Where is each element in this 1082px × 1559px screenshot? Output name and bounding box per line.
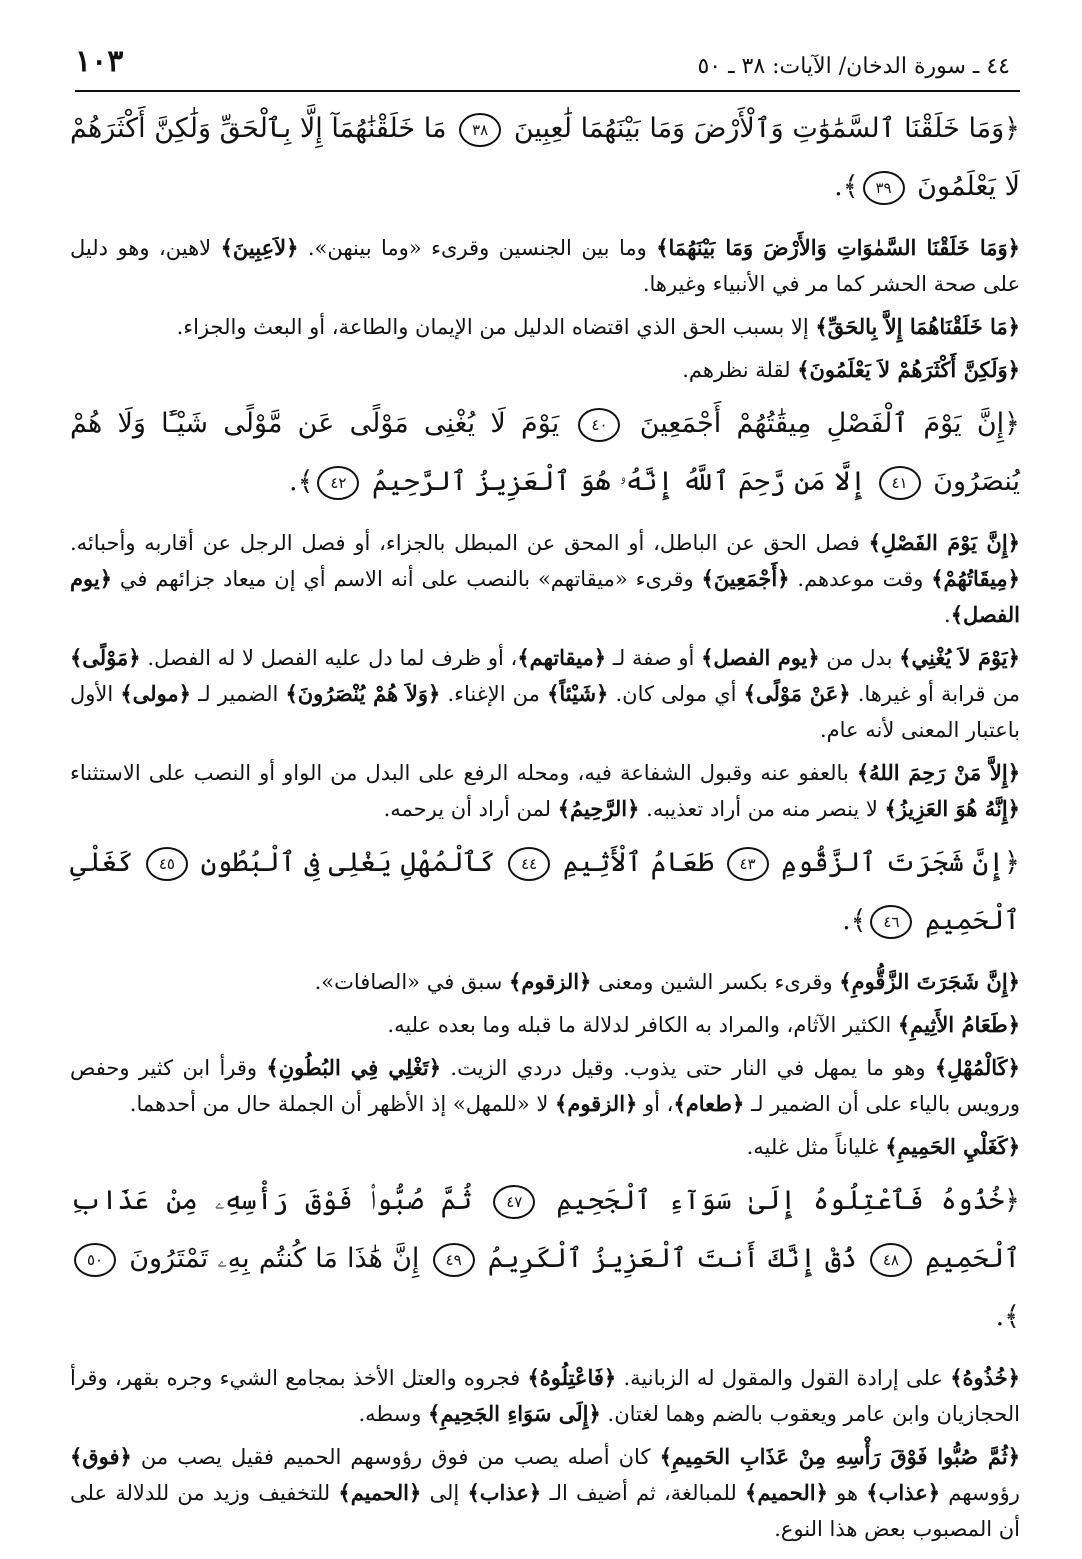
quoted-phrase: ﴿الحميم﴾ (338, 1480, 422, 1505)
commentary-text: بالعفو عنه وقبول الشفاعة فيه، ومحله الرفع على البدل من الواو أو النصب على الاستثناء (70, 761, 849, 785)
commentary-text: ، أو (644, 1092, 674, 1116)
commentary-text: لا ينصر منه من أراد تعذيبه. (646, 797, 878, 821)
quoted-phrase: ﴿كَالْمُهْلِ﴾ (934, 1055, 1020, 1080)
commentary-text: لقلة نظرهم. (682, 358, 791, 382)
quoted-phrase: ﴿مِيقَاتُهُمْ﴾ (931, 566, 1020, 591)
commentary-paragraph (70, 964, 1020, 1000)
quoted-phrase: ﴿إِلاَّ مَنْ رَحِمَ اللهُ﴾ (856, 760, 1021, 785)
verse-number: ٤٧ (493, 1185, 535, 1219)
quoted-phrase: ﴿ميقاتهم﴾ (517, 645, 607, 670)
quoted-phrase: ﴿إِنَّ شَجَرَتَ الزَّقُّومِ﴾ (839, 969, 1020, 994)
verse-number: ٤٣ (727, 847, 769, 881)
verse-text: طَعَامُ ٱلْأَثِيمِ (562, 847, 714, 878)
commentary-text: للمبالغة، ثم أضيف الـ (549, 1481, 737, 1505)
commentary-text: لا «للمهل» إذ الأظهر أن الجملة حال من أحدهما. (129, 1092, 549, 1116)
commentary-text: من قرابة أو غيرها. (857, 682, 1020, 706)
commentary-text: . (944, 603, 951, 627)
quoted-phrase: ﴿الحميم﴾ (745, 1480, 828, 1505)
verse-number: ٤٩ (433, 1243, 475, 1277)
verse-block (70, 1172, 1020, 1346)
quoted-phrase: ﴿عَنْ مَوْلًى﴾ (743, 681, 851, 706)
verse-text: ﴿إِنَّ شَجَرَتَ ٱلزَّقُّومِ (781, 847, 1020, 878)
commentary-text: وقرىء بكسر الشين ومعنى (598, 970, 833, 994)
commentary-text: الضمير لـ (198, 682, 279, 706)
commentary-text: ، أو ظرف لما دل عليه الفصل لا له الفصل. (147, 646, 518, 670)
verse-end: ﴾. (288, 466, 314, 497)
commentary-text: للتخفيف وزيد من للدلالة على أن المصبوب بعض هذا النوع. (70, 1481, 1020, 1541)
verse-text: يَوْمَ لَا يُغْنِى مَوْلًى عَن مَّوْلًى شَيْـًٔا وَلَا هُمْ يُنصَرُونَ (70, 408, 1020, 497)
verse-text: ثُمَّ صُبُّوا۟ فَوْقَ رَأْسِهِۦ مِنْ عَذَابِ ٱلْحَمِيمِ (70, 1185, 1021, 1274)
quoted-phrase: ﴿طعام﴾ (673, 1091, 745, 1116)
commentary-text: على إرادة القول والمقول له الزبانية. (623, 1366, 943, 1390)
verse-text: كَغَلْىِ ٱلْحَمِيمِ (70, 847, 1020, 936)
verse-number: ٣٩ (863, 171, 905, 205)
verse-end: ﴾. (834, 171, 859, 202)
commentary-text: لمن أراد أن يرحمه. (383, 797, 552, 821)
quoted-phrase: ﴿طَعَامُ الأَثِيمِ﴾ (897, 1012, 1020, 1037)
quoted-phrase: ﴿خُذُوهُ﴾ (950, 1365, 1020, 1390)
quoted-phrase: ﴿فوق﴾ (70, 1444, 132, 1469)
commentary-paragraph (70, 230, 1020, 302)
verse-text: إِلَّا مَن رَّحِمَ ٱللَّهُ إِنَّهُۥ هُوَ ٱلْعَزِيزُ ٱلرَّحِيمُ (371, 466, 866, 497)
commentary-paragraph (70, 640, 1020, 748)
running-title: ٤٤ ـ سورة الدخان/ الآيات: ٣٨ ـ ٥٠ (697, 54, 1010, 79)
verse-text: مَا خَلَقْنَٰهُمَآ إِلَّا بِٱلْحَقِّ وَلَٰكِنَّ أَكْثَرَهُمْ لَا يَعْلَمُونَ (70, 113, 1020, 202)
verse-number: ٥٠ (74, 1243, 116, 1277)
verse-text: ﴿إِنَّ يَوْمَ ٱلْفَصْلِ مِيقَٰتُهُمْ أَجْمَعِينَ (639, 408, 1020, 439)
page-header (75, 38, 1020, 92)
commentary-text: فصل الحق عن الباطل، أو المحق عن المبطل بالجزاء، أو فصل الرجل عن أقاربه وأحبائه. (70, 531, 860, 555)
quoted-phrase: ﴿عذاب﴾ (467, 1480, 542, 1505)
verse-text: ﴿وَمَا خَلَقْنَا ٱلسَّمَٰوَٰتِ وَٱلْأَرْضَ وَمَا بَيْنَهُمَا لَٰعِبِينَ (513, 113, 1020, 144)
commentary-text: أو صفة لـ (612, 646, 695, 670)
quoted-phrase: ﴿إِلَى سَوَاءِ الجَحِيمِ﴾ (428, 1401, 601, 1426)
verse-number: ٤٦ (870, 905, 912, 939)
quoted-phrase: ﴿تَغْلِي فِي البُطُونِ﴾ (266, 1055, 442, 1080)
quoted-phrase: ﴿وَلَكِنَّ أَكْثَرَهُمْ لاَ يَعْلَمُونَ﴾ (797, 357, 1020, 382)
commentary-text: وسطه. (358, 1402, 422, 1426)
verse-number: ٤٥ (146, 847, 188, 881)
quoted-phrase: ﴿أَجْمَعِينَ﴾ (701, 566, 790, 591)
commentary-paragraph (70, 1129, 1020, 1165)
quoted-phrase: ﴿شَيْئاً﴾ (547, 681, 609, 706)
commentary-paragraph (70, 1439, 1020, 1547)
verse-end: ﴾. (842, 905, 867, 936)
quoted-phrase: ﴿فَاعْتِلُوهُ﴾ (527, 1365, 617, 1390)
verse-number: ٤٢ (317, 466, 359, 500)
verse-number: ٤٤ (508, 847, 550, 881)
commentary-text: وقت موعدهم. (797, 567, 924, 591)
commentary-text: رؤوسهم (948, 1481, 1020, 1505)
commentary-text: لاهين، وهو دليل على صحة الحشر كما مر في الأنبياء وغيرها. (70, 236, 1020, 296)
quoted-phrase: ﴿عذاب﴾ (866, 1480, 941, 1505)
commentary-text: غلياناً مثل غليه. (746, 1135, 879, 1159)
verse-number: ٤٨ (870, 1243, 912, 1277)
quoted-phrase: ﴿الزقوم﴾ (555, 1091, 638, 1116)
commentary-paragraph (70, 1050, 1020, 1122)
quoted-phrase: ﴿وَلاَ هُمْ يُنْصَرُونَ﴾ (285, 681, 441, 706)
verse-text: كَٱلْمُهْلِ يَغْلِى فِى ٱلْبُطُونِ (200, 847, 496, 878)
commentary-text: وهو ما يمهل في النار حتى يذوب. وقيل دردي الزيت. (450, 1056, 926, 1080)
quoted-phrase: ﴿وَمَا خَلَقْنَا السَّمٰوَاتِ وَالأَرْضَ وَمَا بَيْنَهُمَا﴾ (656, 235, 1020, 260)
page-body (70, 100, 1020, 1554)
commentary-text: بدل من (826, 646, 893, 670)
commentary-text: وما بين الجنسين وقرىء «وما بينهن». (307, 236, 647, 260)
commentary-text: الكثير الآثام، والمراد به الكافر لدلالة ما قبله وما بعده عليه. (387, 1013, 892, 1037)
commentary-text: أي مولى كان. (615, 682, 737, 706)
quoted-phrase: ﴿كَغَلْيِ الحَمِيمِ﴾ (885, 1134, 1020, 1159)
verse-block (70, 100, 1020, 216)
verse-text: ذُقْ إِنَّكَ أَنتَ ٱلْعَزِيزُ ٱلْكَرِيمُ (487, 1243, 857, 1274)
commentary-paragraph (70, 755, 1020, 827)
page-number: ١٠٣ (75, 44, 124, 79)
commentary-text: الأول باعتبار المعنى لأنه عام. (70, 682, 1020, 742)
commentary-text: سبق في «الصافات». (314, 970, 503, 994)
verse-block (70, 395, 1020, 511)
quoted-phrase: ﴿يوم الفصل﴾ (70, 566, 1020, 627)
quoted-phrase: ﴿يوم الفصل﴾ (701, 645, 820, 670)
quoted-phrase: ﴿مَوْلًى﴾ (70, 645, 141, 670)
verse-number: ٤٠ (578, 408, 620, 442)
commentary-paragraph (70, 525, 1020, 633)
quoted-phrase: ﴿الرَّحِيمُ﴾ (557, 796, 640, 821)
quoted-phrase: ﴿إِنَّهُ هُوَ العَزِيزُ﴾ (884, 796, 1020, 821)
verse-number: ٤١ (879, 466, 921, 500)
commentary-text: إلى (429, 1481, 460, 1505)
commentary-paragraph (70, 352, 1020, 388)
commentary-paragraph (70, 1360, 1020, 1432)
commentary-text: إلا بسبب الحق الذي اقتضاه الدليل من الإيمان والطاعة، أو البعث والجزاء. (176, 315, 809, 339)
verse-number: ٣٨ (459, 113, 501, 147)
commentary-text: وقرىء «ميقاتهم» بالنصب على أنه الاسم أي إن ميعاد جزائهم في (119, 567, 694, 591)
commentary-paragraph (70, 309, 1020, 345)
commentary-text: هو (836, 1481, 859, 1505)
verse-text: إِنَّ هَٰذَا مَا كُنتُم بِهِۦ تَمْتَرُونَ (129, 1243, 420, 1274)
verse-text: ﴿خُذُوهُ فَٱعْتِلُوهُ إِلَىٰ سَوَآءِ ٱلْجَحِيمِ (556, 1185, 1020, 1216)
commentary-text: كان أصله يصب من فوق رؤوسهم الحميم فقيل يصب من (140, 1445, 651, 1469)
verse-end: ﴾. (995, 1301, 1020, 1332)
commentary-text: وقرأ ابن كثير وحفص ورويس بالياء على أن الضمير لـ (70, 1056, 1020, 1116)
quoted-phrase: ﴿يَوْمَ لاَ يُغْنِي﴾ (899, 645, 1020, 670)
commentary-text: من الإغناء. (447, 682, 540, 706)
commentary-text: فجروه والعتل الأخذ بمجامع الشيء وجره بقهر، وقرأ الحجازيان وابن عامر ويعقوب بالضم وهما لغتان. (70, 1366, 1020, 1426)
quoted-phrase: ﴿مَا خَلَقْنَاهُمَا إِلاَّ بِالحَقِّ﴾ (815, 314, 1020, 339)
quoted-phrase: ﴿إِنَّ يَوْمَ الفَصْلِ﴾ (868, 530, 1020, 555)
quoted-phrase: ﴿مولى﴾ (120, 681, 191, 706)
quoted-phrase: ﴿الزقوم﴾ (509, 969, 592, 994)
commentary-paragraph (70, 1007, 1020, 1043)
quoted-phrase: ﴿ثُمَّ صُبُّوا فَوْقَ رَأْسِهِ مِنْ عَذَابِ الحَمِيمِ﴾ (659, 1444, 1020, 1469)
verse-block (70, 834, 1020, 950)
quoted-phrase: ﴿لاَعِبِينَ﴾ (220, 235, 299, 260)
